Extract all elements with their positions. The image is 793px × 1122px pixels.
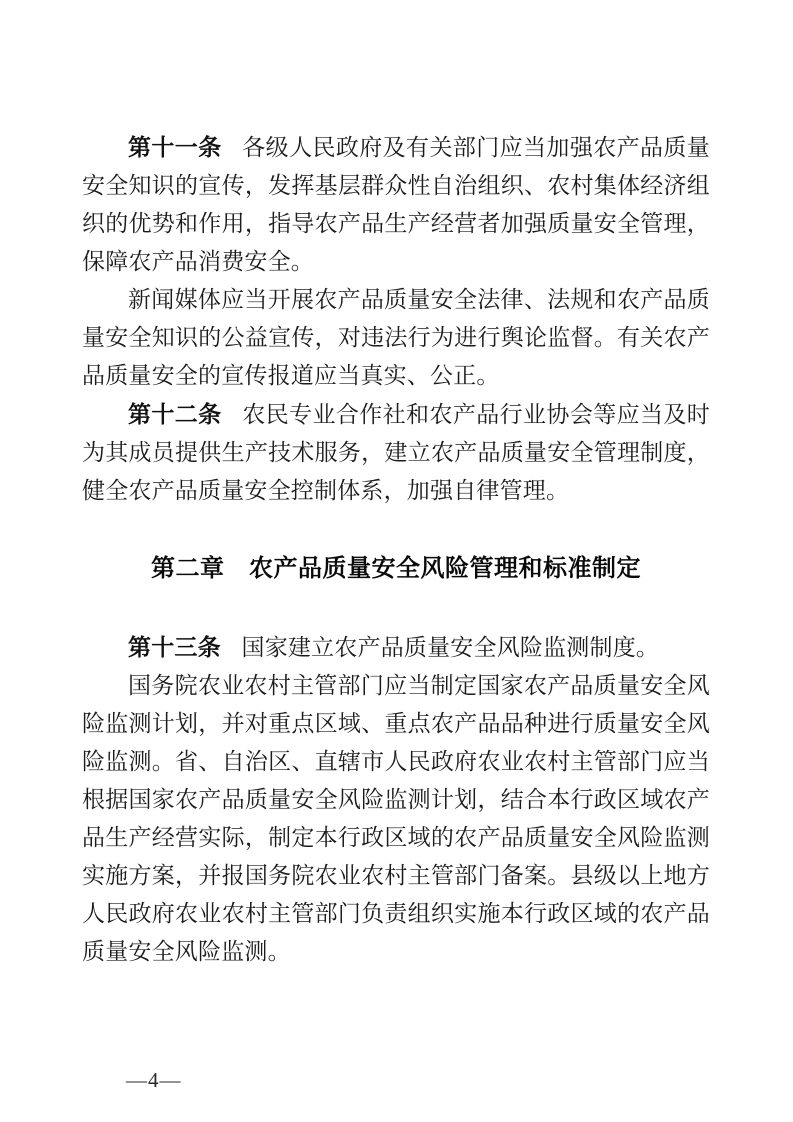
article-text-11: 各级人民政府及有关部门应当加强农产品质量安全知识的宣传，发挥基层群众性自治组织、农村集体经济组织的优势和作用，指导农产品生产经营者加强质量安全管理，保障农产品消费安全。	[82, 135, 710, 274]
page-number: —4—	[126, 1068, 182, 1092]
body-paragraph-monitoring-text: 国务院农业农村主管部门应当制定国家农产品质量安全风险监测计划，并对重点区域、重点农产品品种进行质量安全风险监测。省、自治区、直辖市人民政府农业农村主管部门应当根据国家农产品质量安全风险监测计划，结合本行政区域农产品生产经营实际，制定本行政区域的农产品质量安全风险监测实施方案，并报国务院农业农村主管部门备案。县级以上地方人民政府农业农村主管部门负责组织实施本行政区域的农产品质量安全风险监测。	[82, 673, 710, 964]
article-paragraph-12	[82, 395, 710, 510]
chapter-heading: 第二章 农产品质量安全风险管理和标准制定	[151, 555, 641, 582]
document-body	[82, 128, 710, 971]
article-number-13: 第十三条	[128, 634, 221, 660]
article-paragraph-11	[82, 128, 710, 281]
body-paragraph-media	[82, 281, 710, 395]
article-text-13: 国家建立农产品质量安全风险监测制度。	[241, 635, 660, 660]
article-text-12: 农民专业合作社和农产品行业协会等应当及时为其成员提供生产技术服务，建立农产品质量安全管理制度，健全农产品质量安全控制体系，加强自律管理。	[82, 402, 710, 503]
body-paragraph-media-text: 新闻媒体应当开展农产品质量安全法律、法规和农产品质量安全知识的公益宣传，对违法行为进行舆论监督。有关农产品质量安全的宣传报道应当真实、公正。	[82, 287, 710, 388]
article-paragraph-13	[82, 628, 710, 667]
article-number-12: 第十二条	[128, 401, 222, 427]
article-number-11: 第十一条	[128, 134, 222, 160]
body-paragraph-monitoring	[82, 667, 710, 971]
